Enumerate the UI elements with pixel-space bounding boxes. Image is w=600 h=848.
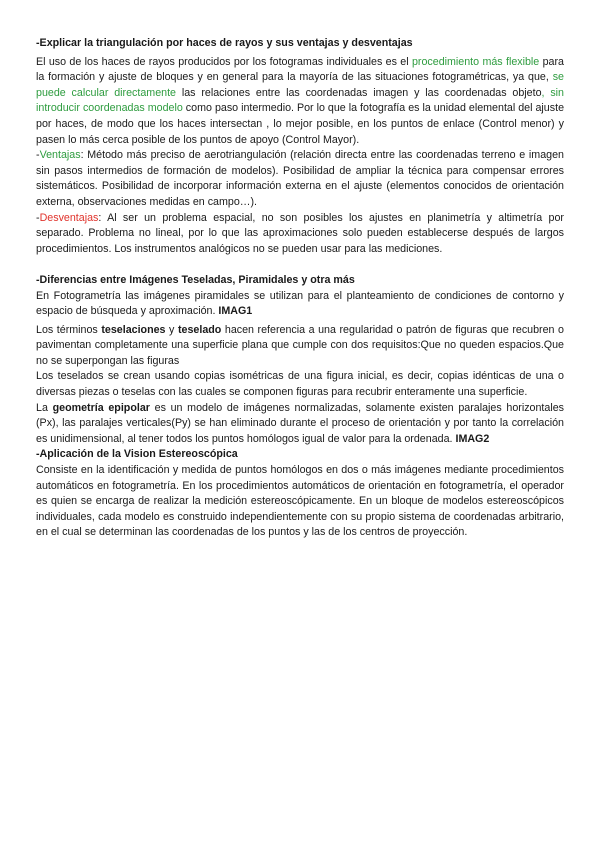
- term-teselaciones: teselaciones: [101, 323, 166, 336]
- disadvantages-label: Desventajas: [39, 211, 99, 224]
- section-heading-stereoscopic: -Aplicación de la Vision Estereoscópica: [36, 448, 238, 461]
- term-teselado: teselado: [177, 323, 222, 336]
- paragraph-disadvantages: [36, 211, 564, 258]
- paragraph-stereoscopic: Consiste en la identificación y medida de puntos homólogos en dos o más imágenes mediante procedimientos automáticos en fotogrametría. En los procedimientos automáticos de orientación en fotogrametría, el operador es quien se encarga de realizar la medición estereoscópicamente. En un bloque de modelos estereoscópicos individuales, cada modelo es construido independientemente con su propio sistema de coordenadas arbitrario, en el cual se determinan las coordenadas de los puntos y las de los centros de proyección.: [36, 464, 564, 539]
- text-run: Los términos: [36, 323, 102, 336]
- highlight-direct-calc: se puede calcular directamente: [36, 71, 564, 99]
- advantages-text: : Método más preciso de aerotriangulación (relación directa entre las coordenadas terreno e imagen sin pasos intermedios de formación de modelos). Posibilidad de ampliar la técnica para compensar errores sistemáticos. Posibilidad de incorporar información externa en el ajuste (elementos conocidos de orientación externa, observaciones medidas en campo…).: [36, 149, 564, 208]
- text-run: es un modelo de imágenes normalizadas, solamente existen paralajes horizontales (Px), las paralajes verticales(Py) se han eliminado durante el proceso de orientación y por tanto la correlación es unidimensional, al tener todos los puntos homólogos igual de valor para la ordenada.: [36, 401, 565, 445]
- document-page: [36, 36, 564, 541]
- image-reference-2: IMAG2: [455, 432, 490, 445]
- text-run: para la formación y ajuste de bloques y en general para la mayoría de las situaciones fotogramétricas, ya que,: [36, 55, 564, 84]
- text-run: y: [165, 323, 178, 336]
- advantages-label: Ventajas: [39, 149, 81, 162]
- paragraph-bundle-adjustment: [36, 55, 564, 149]
- disadvantages-text: : Al ser un problema espacial, no son posibles los ajustes en planimetría y altimetría por separado. Problema no lineal, por lo que las aproximaciones solo pueden establecerse después de largos procedimientos. Los instrumentos analógicos no se pueden usar para las mediciones.: [36, 211, 564, 255]
- highlight-no-model-coords: , sin introducir coordenadas modelo: [36, 86, 564, 115]
- section-heading-tessellated: -Diferencias entre Imágenes Teseladas, Piramidales y otra más: [36, 273, 355, 286]
- paragraph-pyramidal: [36, 289, 564, 320]
- text-run: La: [36, 401, 53, 414]
- dash: -: [36, 149, 40, 162]
- text-run: El uso de los haces de rayos producidos por los fotogramas individuales es el: [36, 55, 412, 68]
- text-run: En Fotogrametría las imágenes piramidales se utilizan para el planteamiento de condiciones de contorno y espacio de búsqueda y aproximación.: [36, 289, 564, 318]
- paragraph-tessellation-terms: [36, 323, 564, 370]
- section-heading-triangulation: -Explicar la triangulación por haces de rayos y sus ventajas y desventajas: [36, 37, 413, 49]
- highlight-flexible: procedimiento más flexible: [411, 55, 540, 68]
- term-epipolar-geometry: geometría epipolar: [52, 401, 150, 414]
- paragraph-advantages: [36, 148, 564, 210]
- text-run: las relaciones entre las coordenadas imagen y las coordenadas objeto: [176, 86, 542, 99]
- paragraph-tessellation-creation: Los teselados se crean usando copias isométricas de una figura inicial, es decir, copias idénticas de una o diversas piezas o teselas con las cuales se componen figuras para recubrir enteramente una superficie.: [36, 370, 564, 399]
- text-run: como paso intermedio. Por lo que la fotografía es la unidad elemental del ajuste por haces, de modo que los haces intersectan , lo mejor posible, en los puntos de enlace (Control menor) y pasen lo más cerca posible de los puntos de apoyo (Control Mayor).: [36, 102, 565, 146]
- text-run: hacen referencia a una regularidad o patrón de figuras que recubren o pavimentan completamente una superficie plana que cumple con dos requisitos:Que no queden espacios.Que no se superpongan las figuras: [36, 323, 564, 367]
- paragraph-epipolar: [36, 401, 564, 448]
- image-reference-1: IMAG1: [218, 305, 253, 318]
- dash: -: [36, 211, 40, 224]
